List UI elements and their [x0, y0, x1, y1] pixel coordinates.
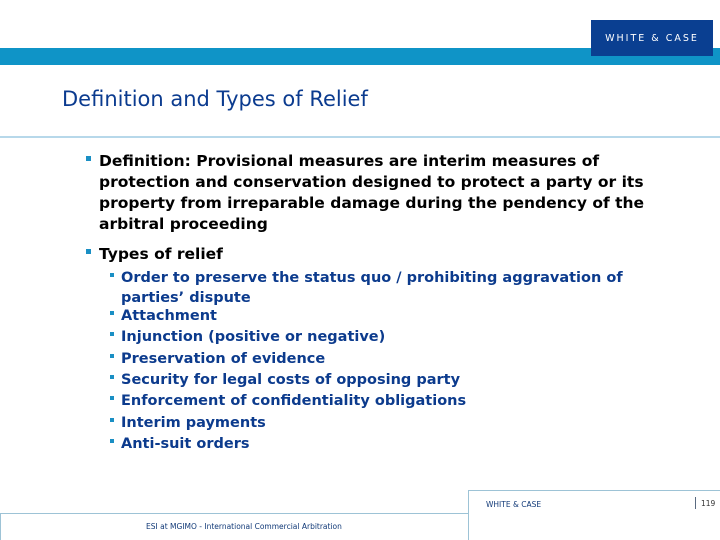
- sub-bullet-text: Enforcement of confidentiality obligations: [121, 393, 467, 409]
- slide-title: Definition and Types of Relief: [62, 87, 368, 111]
- sub-bullet-text: Interim payments: [121, 415, 266, 431]
- footer-divider-left: [0, 513, 468, 514]
- types-heading-text: Types of relief: [99, 245, 223, 263]
- footer-divider-edge: [0, 513, 1, 540]
- square-bullet-icon: [110, 396, 114, 400]
- square-bullet-icon: [86, 156, 91, 161]
- sub-bullet-item: [110, 370, 670, 390]
- logo-text: WHITE & CASE: [605, 32, 699, 44]
- square-bullet-icon: [110, 273, 114, 277]
- footer-course-text: ESI at MGIMO - International Commercial Arbitration: [146, 522, 342, 531]
- footer-divider-right: [468, 490, 720, 491]
- sub-bullet-item: [110, 268, 670, 308]
- white-case-logo: [591, 20, 713, 56]
- square-bullet-icon: [110, 354, 114, 358]
- definition-text: Definition: Provisional measures are interim measures of protection and conservation designed to protect a party or its property from irreparable damage during the pendency of the arbitral proceeding: [99, 152, 645, 233]
- bullet-types-heading: [86, 244, 671, 265]
- square-bullet-icon: [110, 375, 114, 379]
- title-divider: [0, 136, 720, 138]
- page-number-separator: [695, 497, 696, 509]
- sub-bullet-item: [110, 349, 670, 369]
- sub-bullet-item: [110, 434, 670, 454]
- square-bullet-icon: [110, 439, 114, 443]
- footer-divider-vertical: [468, 490, 469, 540]
- sub-bullet-item: [110, 327, 670, 347]
- bullet-definition: [86, 151, 671, 235]
- sub-bullet-text: Attachment: [121, 308, 217, 324]
- sub-bullet-item: [110, 306, 670, 326]
- sub-bullet-text: Anti-suit orders: [121, 436, 250, 452]
- sub-bullet-text: Injunction (positive or negative): [121, 329, 386, 345]
- page-number: 119: [701, 499, 716, 508]
- footer-firm-name: WHITE & CASE: [486, 500, 542, 509]
- sub-bullet-text: Order to preserve the status quo / prohibiting aggravation of parties’ dispute: [121, 270, 623, 306]
- square-bullet-icon: [110, 332, 114, 336]
- sub-bullet-text: Preservation of evidence: [121, 351, 326, 367]
- square-bullet-icon: [86, 249, 91, 254]
- square-bullet-icon: [110, 311, 114, 315]
- sub-bullet-item: [110, 413, 670, 433]
- sub-bullet-text: Security for legal costs of opposing party: [121, 372, 461, 388]
- square-bullet-icon: [110, 418, 114, 422]
- sub-bullet-item: [110, 391, 670, 411]
